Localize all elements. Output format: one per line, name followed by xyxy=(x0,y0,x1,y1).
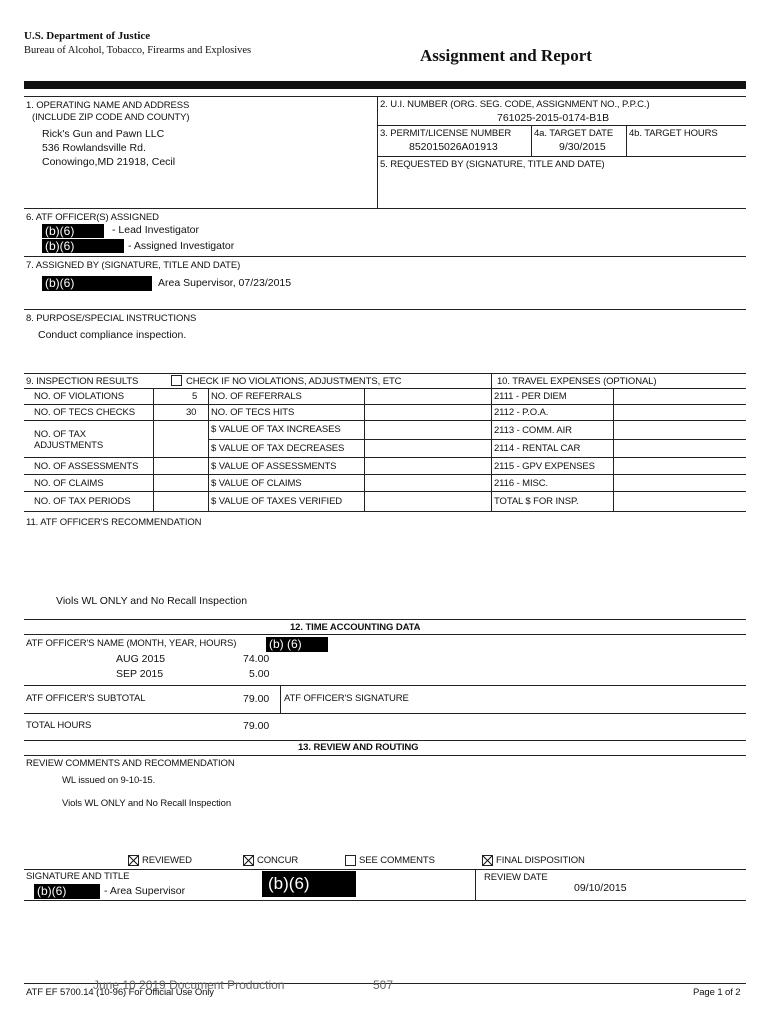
assigned-by-label: 7. ASSIGNED BY (SIGNATURE, TITLE AND DATE) xyxy=(26,260,241,271)
time-entry-hours-2: 5.00 xyxy=(249,668,270,680)
redaction-officer-name: (b) (6) xyxy=(266,637,328,652)
no-violations-check-label: CHECK IF NO VIOLATIONS, ADJUSTMENTS, ETC xyxy=(186,376,402,387)
reviewed-checkbox[interactable] xyxy=(128,855,139,866)
permit-number-value: 852015026A01913 xyxy=(409,141,498,153)
officers-assigned-label: 6. ATF OFFICER(S) ASSIGNED xyxy=(26,212,159,223)
form-number: ATF EF 5700.14 (10-96) For Official Use Only xyxy=(26,987,214,998)
time-entry-month-1: AUG 2015 xyxy=(116,653,166,665)
ui-number-label: 2. U.I. NUMBER (ORG. SEG. CODE, ASSIGNMENT NO., P.P.C.) xyxy=(380,99,650,110)
time-accounting-title: 12. TIME ACCOUNTING DATA xyxy=(290,622,421,633)
licensee-city: Conowingo,MD 21918, Cecil xyxy=(42,156,176,168)
concur-label: CONCUR xyxy=(257,855,299,866)
travel-gpv: 2115 - GPV EXPENSES xyxy=(494,461,595,472)
target-hours-label: 4b. TARGET HOURS xyxy=(629,128,718,139)
travel-comm-air: 2113 - COMM. AIR xyxy=(494,425,572,436)
tecs-checks-value: 30 xyxy=(186,407,197,418)
recommendation-value: Viols WL ONLY and No Recall Inspection xyxy=(56,595,248,607)
final-disposition-label: FINAL DISPOSITION xyxy=(496,855,585,866)
subtotal-label: ATF OFFICER'S SUBTOTAL xyxy=(26,693,146,704)
redaction-assigned-officer: (b)(6) xyxy=(42,239,124,253)
tax-periods-label: NO. OF TAX PERIODS xyxy=(34,496,131,507)
permit-number-label: 3. PERMIT/LICENSE NUMBER xyxy=(380,128,512,139)
review-routing-title: 13. REVIEW AND ROUTING xyxy=(298,742,419,753)
redaction-assigned-by: (b)(6) xyxy=(42,276,152,291)
officer-signature-label: ATF OFFICER'S SIGNATURE xyxy=(284,693,409,704)
officer-name-label: ATF OFFICER'S NAME (MONTH, YEAR, HOURS) xyxy=(26,638,237,649)
see-comments-label: SEE COMMENTS xyxy=(359,855,435,866)
travel-misc: 2116 - MISC. xyxy=(494,478,549,489)
referrals-label: NO. OF REFERRALS xyxy=(211,391,302,402)
travel-total: TOTAL $ FOR INSP. xyxy=(494,496,579,507)
concur-checkbox[interactable] xyxy=(243,855,254,866)
assessments-label: NO. OF ASSESSMENTS xyxy=(34,461,139,472)
review-date-value: 09/10/2015 xyxy=(574,882,627,894)
purpose-label: 8. PURPOSE/SPECIAL INSTRUCTIONS xyxy=(26,313,197,324)
signature-title-label: SIGNATURE AND TITLE xyxy=(26,871,130,882)
subtotal-value: 79.00 xyxy=(243,693,270,705)
review-comment-1: WL issued on 9-10-15. xyxy=(62,775,156,786)
total-hours-value: 79.00 xyxy=(243,720,270,732)
requested-by-label: 5. REQUESTED BY (SIGNATURE, TITLE AND DATE) xyxy=(380,159,605,170)
violations-count-label: NO. OF VIOLATIONS xyxy=(34,391,124,402)
department-name: U.S. Department of Justice xyxy=(24,30,151,42)
lead-investigator-role: - Lead Investigator xyxy=(112,224,199,236)
travel-rental-car: 2114 - RENTAL CAR xyxy=(494,443,581,454)
assigned-by-value: Area Supervisor, 07/23/2015 xyxy=(158,277,292,289)
operating-name-label: 1. OPERATING NAME AND ADDRESS xyxy=(26,100,190,111)
tecs-hits-label: NO. OF TECS HITS xyxy=(211,407,295,418)
tax-adjustments-label-2: ADJUSTMENTS xyxy=(34,440,104,451)
total-hours-label: TOTAL HOURS xyxy=(26,720,92,731)
redaction-lead-officer: (b)(6) xyxy=(42,224,104,238)
no-violations-checkbox[interactable] xyxy=(171,375,182,386)
target-date-value: 9/30/2015 xyxy=(559,141,606,153)
taxes-verified-label: $ VALUE OF TAXES VERIFIED xyxy=(211,496,343,507)
target-date-label: 4a. TARGET DATE xyxy=(534,128,614,139)
travel-per-diem: 2111 - PER DIEM xyxy=(494,391,567,402)
inspection-results-label: 9. INSPECTION RESULTS xyxy=(26,376,139,387)
review-comments-label: REVIEW COMMENTS AND RECOMMENDATION xyxy=(26,758,235,769)
bates-number: 507 xyxy=(373,978,394,992)
header-rule xyxy=(24,81,746,89)
violations-count-value: 5 xyxy=(192,391,198,402)
ui-number-value: 761025-2015-0174-B1B xyxy=(497,112,610,124)
claims-value-label: $ VALUE OF CLAIMS xyxy=(211,478,302,489)
redaction-signer: (b)(6) xyxy=(34,884,100,899)
production-stamp: June 10 2019 Document Production xyxy=(93,978,285,992)
bureau-name: Bureau of Alcohol, Tobacco, Firearms and Explosives xyxy=(24,45,252,56)
licensee-street: 536 Rowlandsville Rd. xyxy=(42,142,146,154)
tax-decreases-label: $ VALUE OF TAX DECREASES xyxy=(211,443,345,454)
page-number: Page 1 of 2 xyxy=(693,987,741,998)
review-comment-2: Viols WL ONLY and No Recall Inspection xyxy=(62,798,232,809)
claims-label: NO. OF CLAIMS xyxy=(34,478,104,489)
recommendation-label: 11. ATF OFFICER'S RECOMMENDATION xyxy=(26,517,202,528)
operating-name-sublabel: (INCLUDE ZIP CODE AND COUNTY) xyxy=(32,112,190,123)
signer-role: - Area Supervisor xyxy=(104,885,186,897)
reviewed-label: REVIEWED xyxy=(142,855,192,866)
review-date-label: REVIEW DATE xyxy=(484,872,548,883)
see-comments-checkbox[interactable] xyxy=(345,855,356,866)
time-entry-month-2: SEP 2015 xyxy=(116,668,164,680)
tax-adjustments-label: NO. OF TAX xyxy=(34,429,86,440)
assigned-investigator-role: - Assigned Investigator xyxy=(128,240,235,252)
tecs-checks-label: NO. OF TECS CHECKS xyxy=(34,407,135,418)
licensee-name: Rick's Gun and Pawn LLC xyxy=(42,128,165,140)
purpose-value: Conduct compliance inspection. xyxy=(38,329,187,341)
redaction-signature: (b)(6) xyxy=(262,871,356,897)
travel-expenses-label: 10. TRAVEL EXPENSES (OPTIONAL) xyxy=(497,376,657,387)
page-title: Assignment and Report xyxy=(420,46,592,65)
travel-poa: 2112 - P.O.A. xyxy=(494,407,549,418)
time-entry-hours-1: 74.00 xyxy=(243,653,270,665)
tax-increases-label: $ VALUE OF TAX INCREASES xyxy=(211,424,341,435)
assessments-value-label: $ VALUE OF ASSESSMENTS xyxy=(211,461,337,472)
final-disposition-checkbox[interactable] xyxy=(482,855,493,866)
